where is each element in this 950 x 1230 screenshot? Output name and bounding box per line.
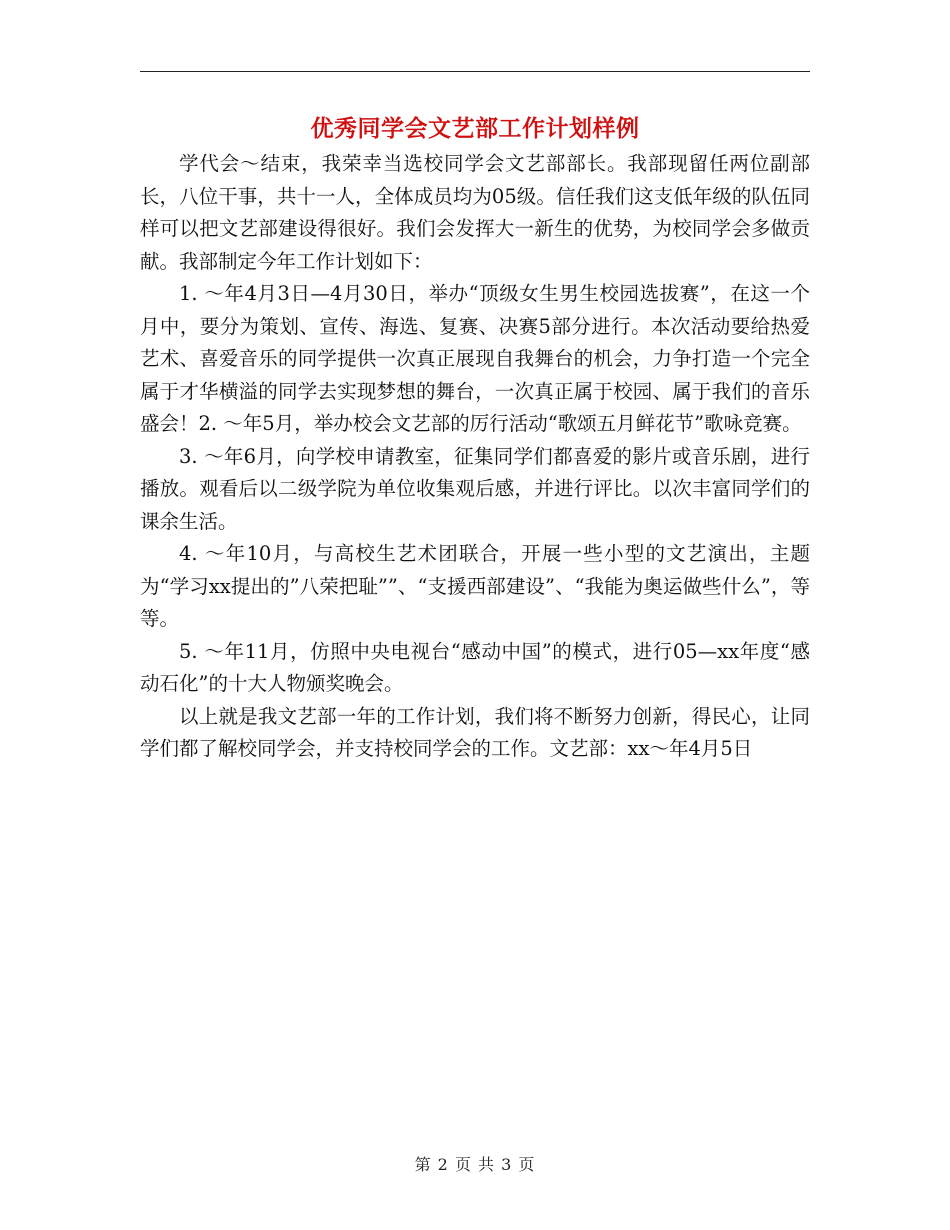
paragraph-closing: 以上就是我文艺部一年的工作计划，我们将不断努力创新，得民心，让同学们都了解校同学会，并支持校同学会的工作。文艺部：xx～年4月5日: [140, 704, 810, 760]
paragraph-item-4: 4. ～年10月，与高校生艺术团联合，开展一些小型的文艺演出，主题为“学习xx提出的”八荣把耻””、“支援西部建设”、“我能为奥运做些什么”，等等。: [140, 542, 810, 630]
paragraph-item-1: 1. ～年4月3日—4月30日，举办“顶级女生男生校园选拔赛”，在这一个月中，要分为策划、宣传、海选、复赛、决赛5部分进行。本次活动要给热爱艺术、喜爱音乐的同学提供一次真正展现自我舞台的机会，力争打造一个完全属于才华横溢的同学去实现梦想的舞台，一次真正属于校园、属于我们的音乐盛会！2. ～年5月，举办校会文艺部的厉行活动“歌颂五月鲜花节”歌咏竞赛。: [140, 282, 810, 435]
paragraph-item-5: 5. ～年11月，仿照中央电视台“感动中国”的模式，进行05—xx年度“感动石化”的十大人物颁奖晚会。: [140, 639, 810, 695]
page-number-footer: 第 2 页 共 3 页: [414, 1155, 536, 1174]
document-title: 优秀同学会文艺部工作计划样例: [310, 116, 640, 142]
header-rule: [140, 71, 810, 72]
document-body: [140, 148, 810, 766]
paragraph-item-3: 3. ～年6月，向学校申请教室，征集同学们都喜爱的影片或音乐剧，进行播放。观看后以二级学院为单位收集观后感，并进行评比。以次丰富同学们的课余生活。: [140, 444, 810, 533]
paragraph-intro: 学代会～结束，我荣幸当选校同学会文艺部部长。我部现留任两位副部长，八位干事，共十一人，全体成员均为05级。信任我们这支低年级的队伍同样可以把文艺部建设得很好。我们会发挥大一新生的优势，为校同学会多做贡献。我部制定今年工作计划如下：: [140, 152, 810, 273]
